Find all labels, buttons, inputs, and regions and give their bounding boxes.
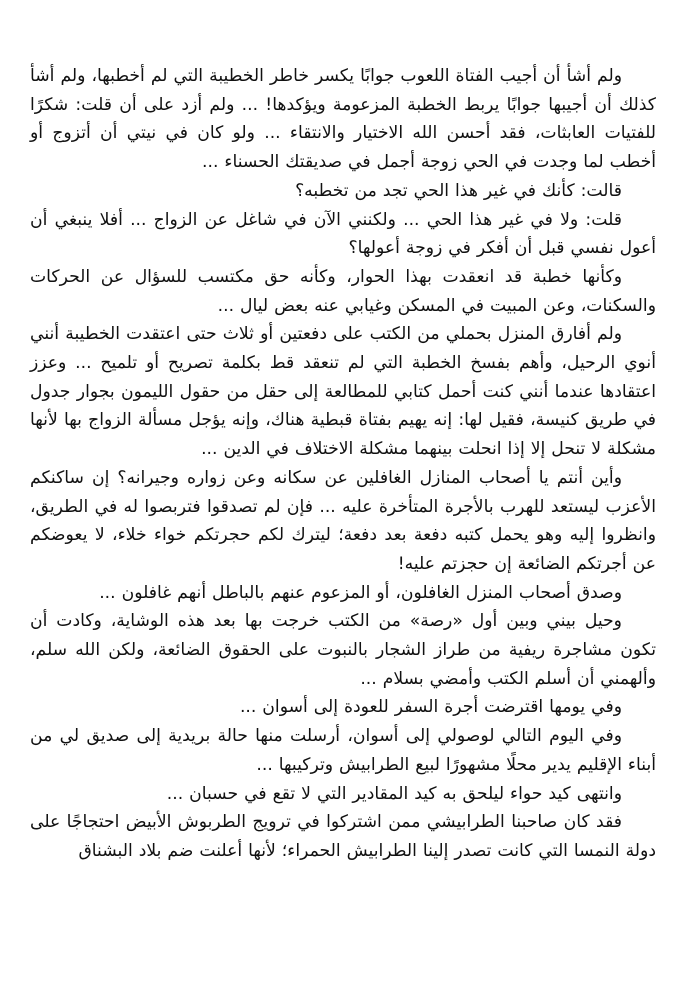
- paragraph: فقد كان صاحبنا الطرابيشي ممن اشتركوا في ترويج الطربوش الأبيض احتجاجًا على دولة النمسا التي كانت تصدر إلينا الطرابيش الحمراء؛ لأنها أعلنت ضم بلاد البشناق: [30, 812, 656, 861]
- paragraph: ولم أفارق المنزل بحملي من الكتب على دفعتين أو ثلاث حتى اعتقدت الخطيبة أنني أنوي الرحيل، وأهم بفسخ الخطبة التي لم تنعقد قط بكلمة تصريح أو تلميح ... وعزز اعتقادها عندما أنني كنت أحمل كتابي للمطالعة إلى حقل من حقول الليمون بجوار جدول في طريق كنيسة، فقيل لها: إنه يهيم بفتاة قبطية هناك، وإنه يؤجل مسألة الزواج بها لأنها مشكلة لا تنحل إلا إذا انحلت بينهما مشكلة الاختلاف في الدين ...: [30, 324, 656, 460]
- paragraph: قالت: كأنك في غير هذا الحي تجد من تخطبه؟: [295, 180, 622, 201]
- paragraph: وفي يومها اقترضت أجرة السفر للعودة إلى أسوان ...: [239, 697, 622, 718]
- paragraph: وأين أنتم يا أصحاب المنازل الغافلين عن سكانه وعن زواره وجيرانه؟ إن ساكنكم الأعزب ليستعد للهرب بالأجرة المتأخرة عليه ... فإن لم تصدقوا فتربصوا له في الطريق، وانظروا إليه وهو يحمل كتبه دفعة بعد دفعة؛ ليترك لكم حجرتكم خواء خلاء، لا يعوضكم عن أجرتكم الضائعة إن حجزتم عليه!: [30, 467, 656, 574]
- paragraph: وانتهى كيد حواء ليلحق به كيد المقادير التي لا تقع في حسبان ...: [166, 783, 622, 804]
- paragraph: وحيل بيني وبين أول «رصة» من الكتب خرجت بها بعد هذه الوشاية، وكادت أن تكون مشاجرة ريفية من طراز الشجار بالنبوت على الحقوق الضائعة، ولكن الله سلم، وألهمني أن أسلم الكتب وأمضي بسلام ...: [30, 611, 656, 689]
- paragraph: وفي اليوم التالي لوصولي إلى أسوان، أرسلت منها حالة بريدية إلى صديق لي من أبناء الإقليم يدير محلًا مشهورًا لبيع الطرابيش وتركيبها ...: [30, 726, 656, 775]
- paragraph: قلت: ولا في غير هذا الحي ... ولكنني الآن في شاغل عن الزواج ... أفلا ينبغي أن أعول نفسي قبل أن أفكر في زوجة أعولها؟: [30, 209, 656, 259]
- paragraph: وكأنها خطبة قد انعقدت بهذا الحوار، وكأنه حق مكتسب للسؤال عن الحركات والسكنات، وعن المبيت في المسكن وغيابي عنه بعض ليال ...: [30, 266, 656, 316]
- text-body: [30, 62, 656, 866]
- paragraph: ولم أشأ أن أجيب الفتاة اللعوب جوابًا يكسر خاطر الخطيبة التي لم أخطبها، ولم أشأ كذلك أن أجيبها جوابًا يربط الخطبة المزعومة ويؤكدها! ... ولم أزد على أن قلت: شكرًا للفتيات العابثات، فقد أحسن الله الاختيار والانتقاء ... ولو كان في نيتي أن أتزوج أو أخطب لما وجدت في الحي زوجة أجمل في صديقتك الحسناء ...: [30, 66, 656, 173]
- paragraph: وصدق أصحاب المنزل الغافلون، أو المزعوم عنهم بالباطل أنهم غافلون ...: [99, 582, 622, 603]
